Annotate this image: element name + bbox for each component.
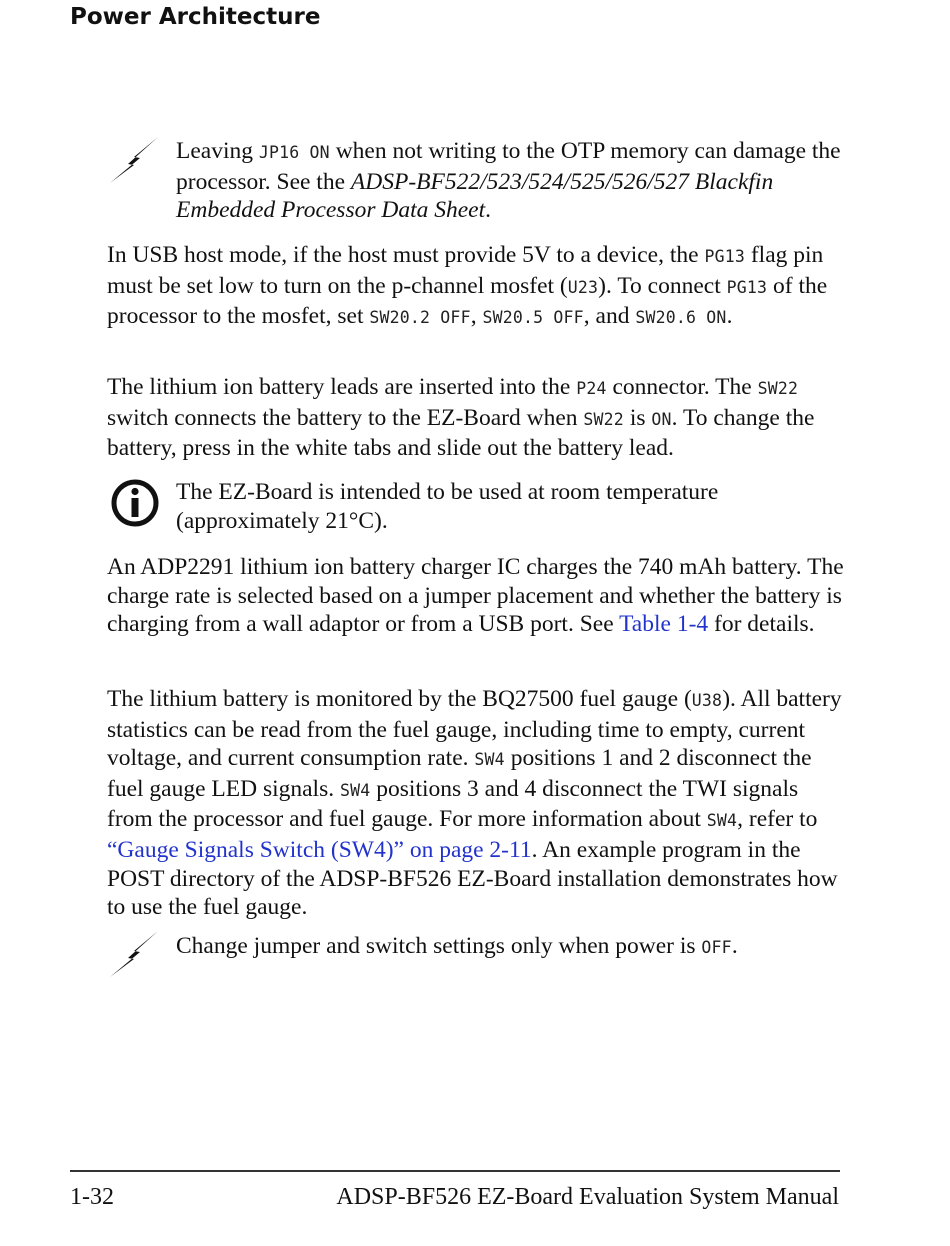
code-u23: U23 — [567, 277, 599, 297]
code-p24: P24 — [576, 379, 607, 398]
note-text: Change jumper and switch settings only when power is — [176, 933, 702, 959]
code-sw4: SW4 — [339, 780, 371, 800]
info-circle-icon — [110, 478, 160, 533]
code-sw4: SW4 — [706, 811, 738, 831]
paragraph-battery-charger — [107, 553, 847, 639]
note-text: Leaving — [176, 138, 259, 164]
code-pg13: PG13 — [704, 247, 745, 266]
page-section-title: Power Architecture — [70, 4, 321, 30]
paragraph-text: , refer to — [737, 806, 818, 833]
paragraph-text: of the processor to the mosfet, set — [107, 272, 828, 330]
paragraph-text: In USB host mode, if the host must provide 5V to a device, the — [107, 242, 705, 268]
paragraph-text: The lithium battery is monitored by the BQ27500 fuel gauge ( — [107, 686, 692, 712]
paragraph-text: ). To connect — [598, 272, 727, 299]
paragraph-text: . An example program in the POST directory of the ADSP-BF526 EZ-Board installation demonstrates how to use the fuel gauge. — [107, 836, 838, 921]
page-number: 1-32 — [70, 1184, 114, 1210]
note-text: when not writing to the OTP memory can damage the processor. See the — [176, 138, 841, 195]
paragraph-text: . — [726, 303, 733, 330]
paragraph-text: The lithium ion battery leads are inserted into the — [107, 374, 577, 400]
code-sw22: SW22 — [583, 409, 624, 429]
manual-title: ADSP-BF526 EZ-Board Evaluation System Manual — [336, 1184, 839, 1210]
warning-note-power-off — [176, 932, 856, 963]
paragraph-battery-leads — [107, 373, 847, 463]
paragraph-text: positions 3 and 4 disconnect the TWI signals from the processor and fuel gauge. For more information about — [107, 775, 799, 833]
code-sw4: SW4 — [474, 750, 505, 770]
paragraph-text: . To change the battery, press in the white tabs and slide out the battery lead. — [107, 404, 815, 462]
note-text: . — [485, 197, 492, 224]
lightning-bolt-icon — [108, 134, 162, 191]
code-pg13: PG13 — [726, 277, 768, 297]
paragraph-text: for details. — [708, 611, 815, 638]
code-sw20-6-on: SW20.6 ON — [635, 308, 727, 328]
paragraph-text: , and — [583, 303, 636, 330]
datasheet-title: ADSP-BF522/523/524/525/526/527 Blackfin Embedded Processor Data Sheet — [176, 168, 774, 224]
paragraph-text: , — [470, 303, 483, 330]
paragraph-text: An ADP2291 lithium ion battery charger IC charges the 740 mAh battery. The charge rate is selected based on a jumper placement and whether the battery is charging from a wall adaptor or from a USB port. See — [107, 554, 844, 638]
code-sw20-5-off: SW20.5 OFF — [482, 308, 584, 328]
code-off: OFF — [701, 938, 732, 957]
note-text: . — [731, 933, 738, 959]
info-note-room-temperature: The EZ-Board is intended to be used at room temperature (approximately 21°C). — [176, 479, 719, 534]
paragraph-text: flag pin must be set low to turn on the p-channel mosfet ( — [107, 242, 824, 299]
code-sw20-2-off: SW20.2 OFF — [369, 308, 471, 328]
link-table-1-4[interactable]: Table 1-4 — [619, 611, 709, 638]
code-jp16-on: JP16 ON — [258, 143, 330, 162]
paragraph-text: switch connects the battery to the EZ-Board when — [107, 404, 584, 431]
paragraph-text: positions 1 and 2 disconnect the fuel gauge LED signals. — [107, 745, 812, 802]
paragraph-usb-host — [107, 241, 847, 333]
code-on: ON — [651, 409, 672, 429]
code-sw22: SW22 — [757, 379, 799, 398]
paragraph-text: connector. The — [606, 374, 758, 400]
paragraph-fuel-gauge — [107, 685, 847, 922]
link-gauge-signals-switch[interactable]: “Gauge Signals Switch (SW4)” on page 2-11 — [107, 836, 532, 863]
warning-note-otp — [176, 137, 856, 225]
paragraph-text: is — [623, 404, 652, 431]
lightning-bolt-icon — [108, 928, 162, 985]
footer-divider — [70, 1170, 840, 1172]
paragraph-text: ). All battery statistics can be read from the fuel gauge, including time to empty, current voltage, and current consumption rate. — [107, 686, 842, 772]
code-u38: U38 — [691, 691, 723, 710]
